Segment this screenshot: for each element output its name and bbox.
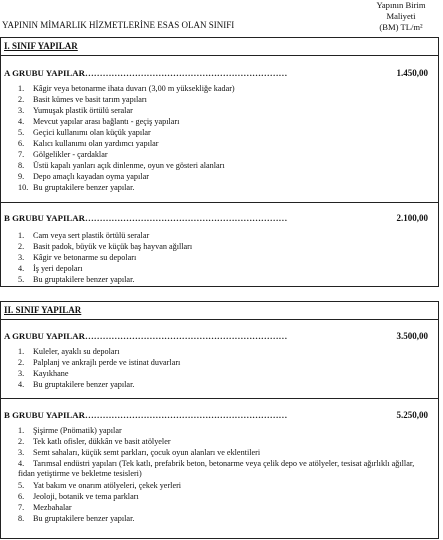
- list-item: 3. Kayıkhane: [18, 369, 69, 378]
- list-item: 4. Bu gruptakilere benzer yapılar.: [18, 380, 135, 389]
- class1-groupA-price: 1.450,00: [396, 68, 428, 78]
- class1-groupB-price: 2.100,00: [396, 213, 428, 223]
- unit-cost-header-line2: Maliyeti: [386, 11, 416, 21]
- list-item: 4. Mevcut yapılar arası bağlantı - geçiş yapıları: [18, 117, 180, 126]
- table-header: [0, 0, 443, 37]
- list-item: 1. Kâgir veya betonarme ihata duvarı (3,00 m yüksekliğe kadar): [18, 84, 235, 93]
- divider: [1, 202, 438, 203]
- list-item: 2. Palplanj ve ankrajlı perde ve istinat duvarları: [18, 358, 181, 367]
- unit-cost-header-line1: Yapının Birim: [376, 0, 426, 10]
- divider: [1, 398, 438, 399]
- list-item: 4. Tarımsal endüstri yapıları (Tek katlı, prefabrik beton, betonarme veya çelik depo ve atölyeler, tesisat ağırlıklı ağıllar, fidan yetiştirme ve bekletme tesisleri): [18, 459, 415, 478]
- list-item: 2. Tek katlı ofisler, dükkân ve basit atölyeler: [18, 437, 171, 446]
- divider: [1, 319, 438, 320]
- list-item: 4. İş yeri depoları: [18, 264, 83, 273]
- list-item: 1. Kuleler, ayaklı su depoları: [18, 347, 120, 356]
- list-item: 2. Basit kümes ve basit tarım yapıları: [18, 95, 147, 104]
- list-item: 7. Gölgelikler - çardaklar: [18, 150, 108, 159]
- list-item: 1. Cam veya sert plastik örtülü seralar: [18, 231, 150, 240]
- class2-groupB-title: B GRUBU YAPILAR……………………………………………………………: [4, 410, 288, 420]
- class1-title: I. SINIF YAPILAR: [4, 41, 78, 51]
- list-item: 5. Bu gruptakilere benzer yapılar.: [18, 275, 135, 284]
- list-item: 6. Jeoloji, botanik ve tema parkları: [18, 492, 139, 501]
- list-item: 3. Semt sahaları, küçük semt parkları, çocuk oyun alanları ve eklentileri: [18, 448, 261, 457]
- list-item: 9. Depo amaçlı kayadan oyma yapılar: [18, 172, 149, 181]
- class2-groupB-price: 5.250,00: [396, 410, 428, 420]
- unit-cost-header-line3: (BM) TL/m²: [379, 22, 423, 32]
- list-item: 3. Kâgir ve betonarme su depoları: [18, 253, 137, 262]
- class1-groupB-title: B GRUBU YAPILAR……………………………………………………………: [4, 213, 288, 223]
- class2-title: II. SINIF YAPILAR: [4, 305, 82, 315]
- list-item: 10. Bu gruptakilere benzer yapılar.: [18, 183, 135, 192]
- list-item: 6. Kalıcı kullanımı olan yardımcı yapılar: [18, 139, 159, 148]
- list-item: 8. Bu gruptakilere benzer yapılar.: [18, 514, 135, 523]
- class2-groupA-price: 3.500,00: [396, 331, 428, 341]
- class2-section: [0, 301, 439, 539]
- class1-groupA-title: A GRUBU YAPILAR……………………………………………………………: [4, 68, 288, 78]
- list-item: 2. Basit padok, büyük ve küçük baş hayvan ağılları: [18, 242, 193, 251]
- unit-cost-column-header: [361, 0, 441, 33]
- list-item: 5. Yat bakım ve onarım atölyeleri, çekek yerleri: [18, 481, 182, 490]
- list-item: 5. Geçici kullanımı olan küçük yapılar: [18, 128, 151, 137]
- divider: [1, 55, 438, 56]
- class1-section: [0, 37, 439, 287]
- class2-groupA-title: A GRUBU YAPILAR……………………………………………………………: [4, 331, 288, 341]
- list-item: 8. Üstü kapalı yanları açık dinlenme, oyun ve gösteri alanları: [18, 161, 225, 170]
- list-item: 7. Mezbahalar: [18, 503, 72, 512]
- list-item: 3. Yumuşak plastik örtülü seralar: [18, 106, 133, 115]
- header-title: YAPININ MİMARLIK HİZMETLERİNE ESAS OLAN SINIFI: [2, 20, 235, 30]
- list-item: 1. Şişirme (Pnömatik) yapılar: [18, 426, 122, 435]
